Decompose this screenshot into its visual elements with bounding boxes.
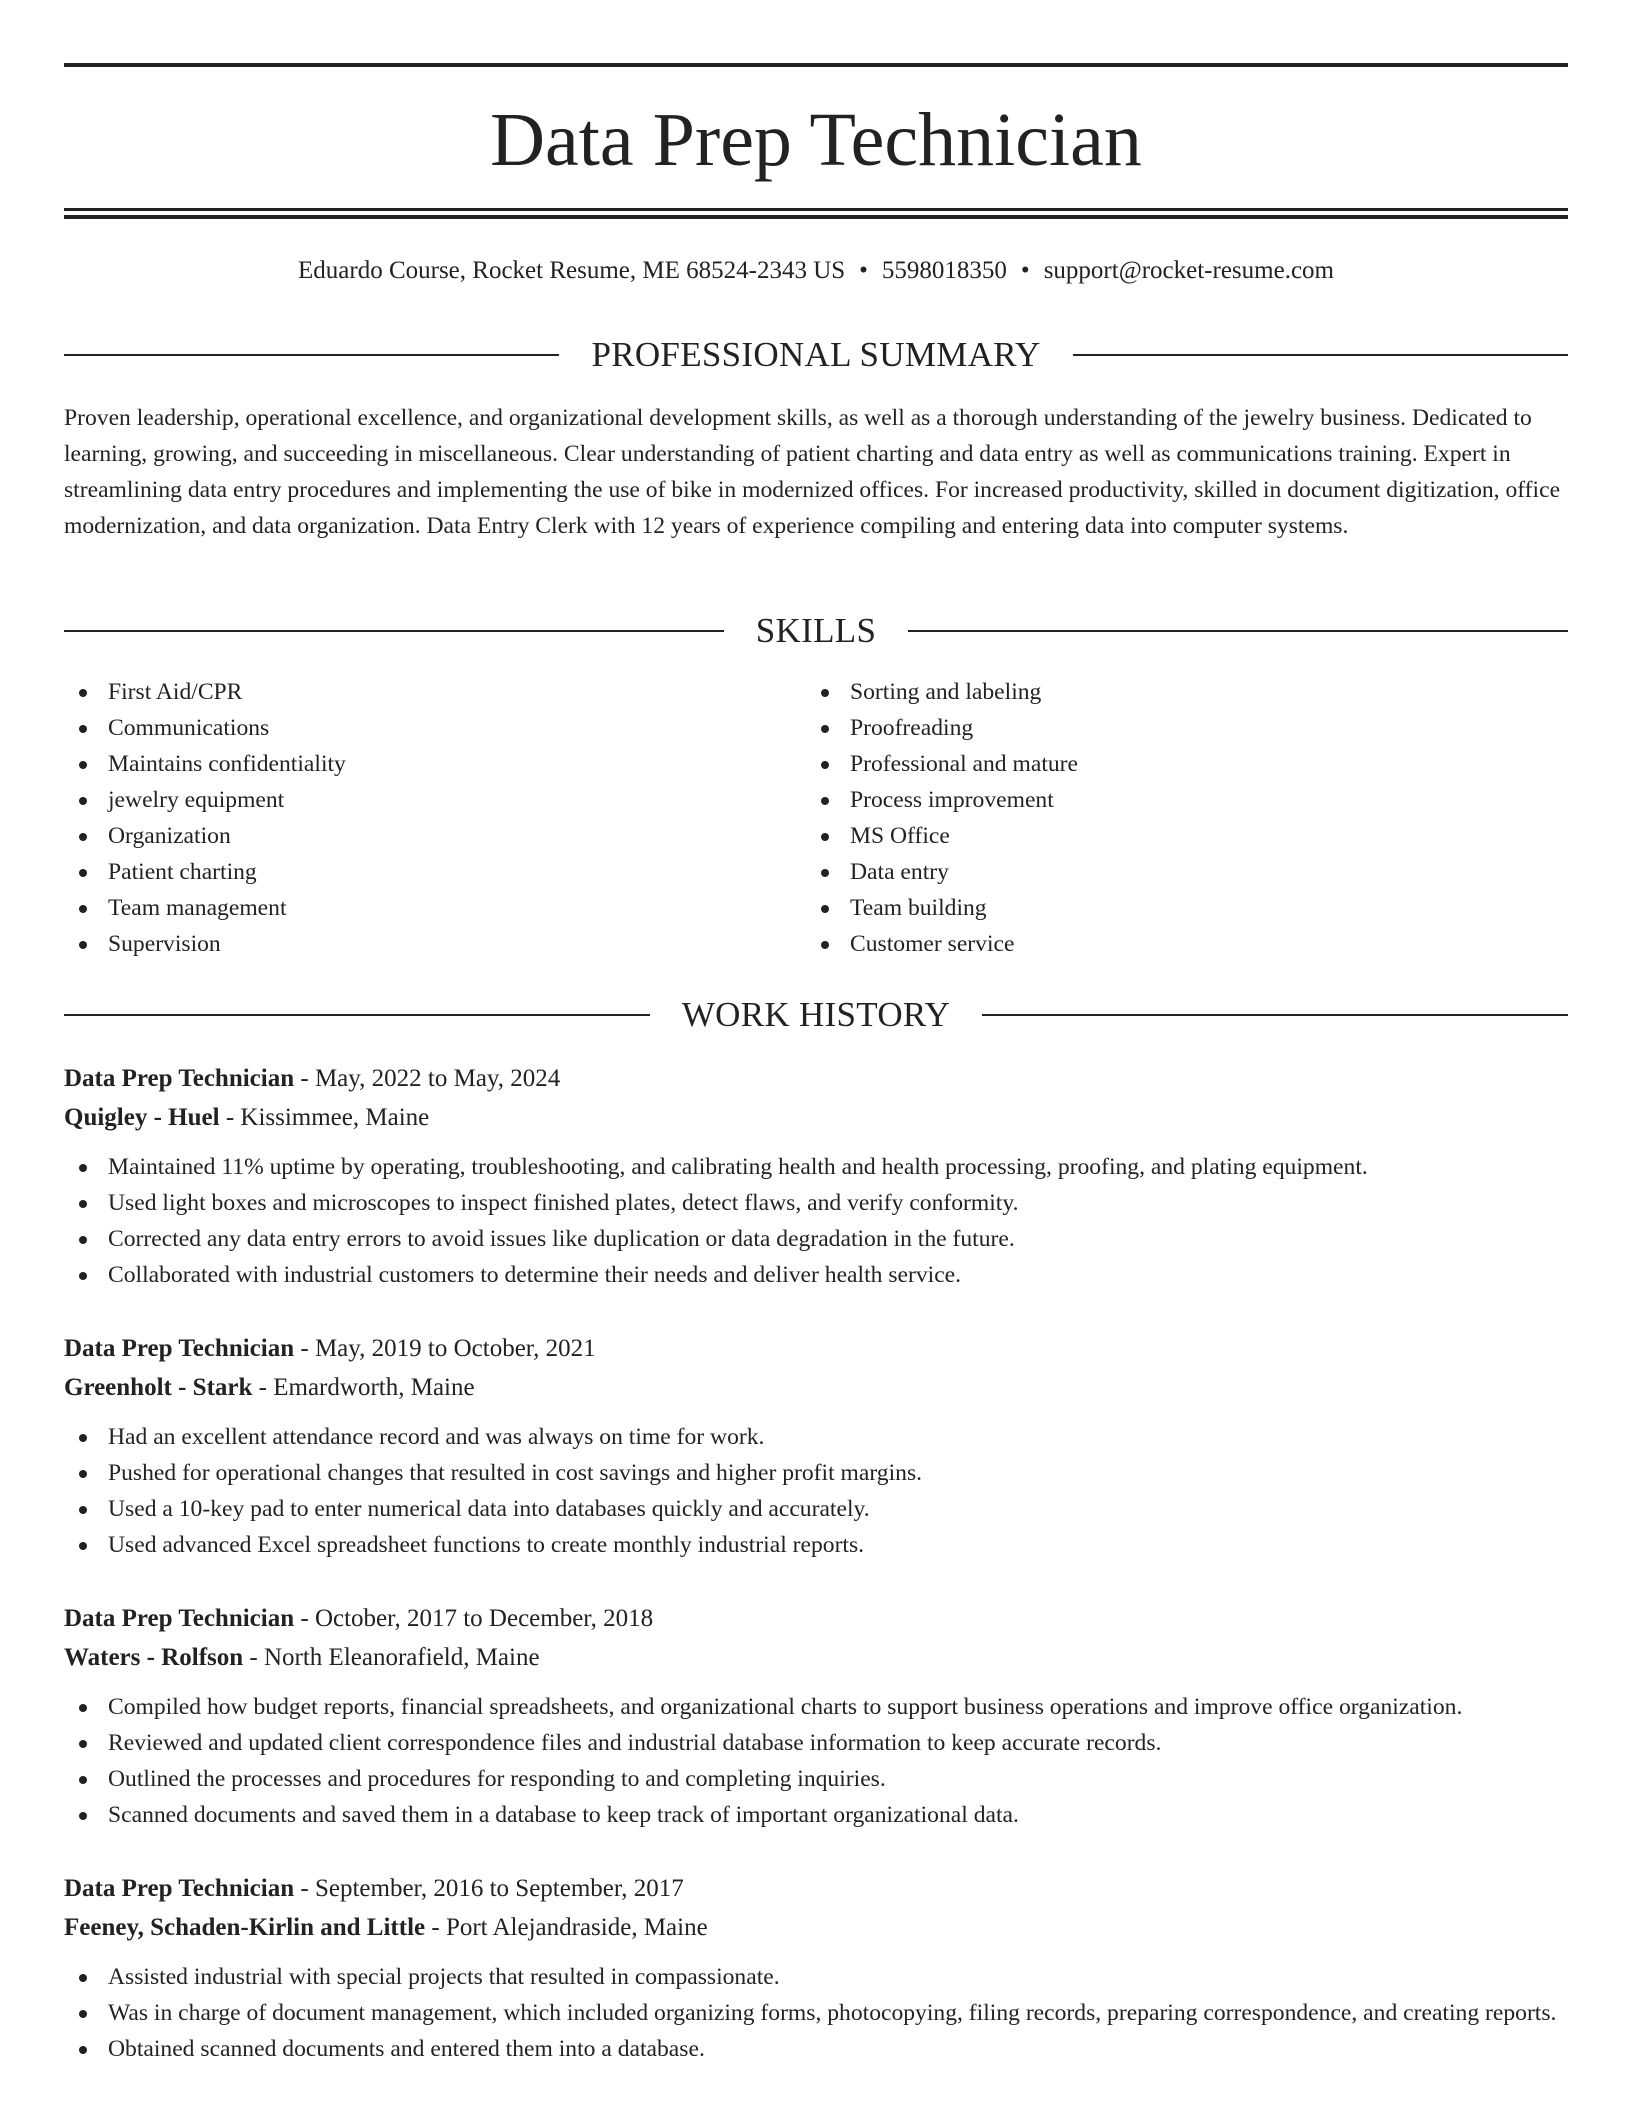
- skill-item: jewelry equipment: [64, 782, 764, 818]
- job-company-line: [64, 1368, 1568, 1407]
- skills-list-right: [806, 674, 1568, 962]
- header-double-rule-upper: [64, 208, 1568, 211]
- job-title: Data Prep Technician: [64, 1065, 295, 1092]
- work-history-heading-label: WORK HISTORY: [681, 995, 951, 1034]
- job-title-line: [64, 1599, 1568, 1638]
- skill-item: Professional and mature: [806, 746, 1568, 782]
- job-entry: [64, 1059, 1568, 1293]
- summary-heading-label: PROFESSIONAL SUMMARY: [591, 335, 1041, 374]
- duty-item: Scanned documents and saved them in a database to keep track of important organizational data.: [64, 1797, 1568, 1833]
- job-duties: [64, 1689, 1568, 1833]
- contact-address: Eduardo Course, Rocket Resume, ME 68524-2343 US: [298, 257, 846, 284]
- duty-item: Compiled how budget reports, financial spreadsheets, and organizational charts to support business operations and improve office organization.: [64, 1689, 1568, 1725]
- skill-item: Sorting and labeling: [806, 674, 1568, 710]
- skills-heading-label: SKILLS: [755, 611, 877, 650]
- duty-item: Was in charge of document management, which included organizing forms, photocopying, filing records, preparing correspondence, and creating reports.: [64, 1995, 1568, 2031]
- duty-item: Outlined the processes and procedures for responding to and completing inquiries.: [64, 1761, 1568, 1797]
- job-duties: [64, 1959, 1568, 2067]
- skill-item: Process improvement: [806, 782, 1568, 818]
- job-duties: [64, 1419, 1568, 1563]
- job-entry: [64, 1599, 1568, 1833]
- job-company-line: [64, 1098, 1568, 1137]
- skill-item: Data entry: [806, 854, 1568, 890]
- heading-rule-left: [64, 630, 724, 632]
- heading-rule-right: [1073, 354, 1568, 356]
- job-dates: - May, 2022 to May, 2024: [294, 1065, 561, 1092]
- duty-item: Assisted industrial with special projects that resulted in compassionate.: [64, 1959, 1568, 1995]
- duty-item: Pushed for operational changes that resulted in cost savings and higher profit margins.: [64, 1455, 1568, 1491]
- skill-item: Team building: [806, 890, 1568, 926]
- job-company-line: [64, 1638, 1568, 1677]
- job-title: Data Prep Technician: [64, 1605, 295, 1632]
- skill-item: Patient charting: [64, 854, 764, 890]
- duty-item: Used a 10-key pad to enter numerical data into databases quickly and accurately.: [64, 1491, 1568, 1527]
- job-location: - Port Alejandraside, Maine: [425, 1914, 708, 1941]
- skill-item: First Aid/CPR: [64, 674, 764, 710]
- duty-item: Corrected any data entry errors to avoid issues like duplication or data degradation in the future.: [64, 1221, 1568, 1257]
- skill-item: Maintains confidentiality: [64, 746, 764, 782]
- job-location: - North Eleanorafield, Maine: [243, 1644, 540, 1671]
- skill-item: Organization: [64, 818, 764, 854]
- heading-rule-right: [908, 630, 1568, 632]
- job-company-line: [64, 1908, 1568, 1947]
- job-title: Data Prep Technician: [64, 1335, 295, 1362]
- header-double-rule-lower: [64, 215, 1568, 219]
- resume-title: Data Prep Technician: [490, 98, 1142, 182]
- job-company: Greenholt - Stark: [64, 1374, 253, 1401]
- summary-text: Proven leadership, operational excellence, and organizational development skills, as well as a thorough understanding of the jewelry business. Dedicated to learning, growing, and succeeding in miscellaneous. Clear understanding of patient charting and data entry as well as communications training. Expert in streamlining data entry procedures and implementing the use of bike in modernized offices. For increased productivity, skilled in document digitization, office modernization, and data organization. Data Entry Clerk with 12 years of experience compiling and entering data into computer systems.: [64, 405, 1561, 539]
- contact-line: [64, 254, 1568, 288]
- skill-item: Team management: [64, 890, 764, 926]
- job-location: - Kissimmee, Maine: [219, 1104, 430, 1131]
- skills-list-left: [64, 674, 764, 962]
- job-title: Data Prep Technician: [64, 1875, 295, 1902]
- skill-item: Communications: [64, 710, 764, 746]
- duty-item: Collaborated with industrial customers to determine their needs and deliver health service.: [64, 1257, 1568, 1293]
- duty-item: Used advanced Excel spreadsheet functions to create monthly industrial reports.: [64, 1527, 1568, 1563]
- job-entry: [64, 1329, 1568, 1563]
- job-entry: [64, 1869, 1568, 2067]
- job-company: Waters - Rolfson: [64, 1644, 244, 1671]
- skill-item: Proofreading: [806, 710, 1568, 746]
- job-location: - Emardworth, Maine: [252, 1374, 475, 1401]
- skill-item: Supervision: [64, 926, 764, 962]
- job-title-line: [64, 1329, 1568, 1368]
- job-dates: - May, 2019 to October, 2021: [294, 1335, 596, 1362]
- job-title-line: [64, 1869, 1568, 1908]
- job-dates: - September, 2016 to September, 2017: [294, 1875, 684, 1902]
- heading-rule-left: [64, 354, 559, 356]
- job-dates: - October, 2017 to December, 2018: [294, 1605, 654, 1632]
- duty-item: Obtained scanned documents and entered them into a database.: [64, 2031, 1568, 2067]
- heading-rule-right: [982, 1014, 1568, 1016]
- header-top-rule: [64, 63, 1568, 67]
- duty-item: Used light boxes and microscopes to inspect finished plates, detect flaws, and verify conformity.: [64, 1185, 1568, 1221]
- job-company: Feeney, Schaden-Kirlin and Little: [64, 1914, 426, 1941]
- contact-separator: •: [1020, 257, 1030, 284]
- summary-heading: [64, 333, 1568, 377]
- skill-item: MS Office: [806, 818, 1568, 854]
- duty-item: Had an excellent attendance record and was always on time for work.: [64, 1419, 1568, 1455]
- skills-heading: [64, 609, 1568, 653]
- job-company: Quigley - Huel: [64, 1104, 220, 1131]
- contact-email: support@rocket-resume.com: [1043, 257, 1334, 284]
- work-history-heading: [64, 993, 1568, 1037]
- skill-item: Customer service: [806, 926, 1568, 962]
- contact-phone: 5598018350: [881, 257, 1007, 284]
- contact-separator: •: [859, 257, 868, 284]
- duty-item: Reviewed and updated client correspondence files and industrial database information to keep accurate records.: [64, 1725, 1568, 1761]
- duty-item: Maintained 11% uptime by operating, troubleshooting, and calibrating health and health processing, proofing, and plating equipment.: [64, 1149, 1568, 1185]
- job-title-line: [64, 1059, 1568, 1098]
- job-duties: [64, 1149, 1568, 1293]
- heading-rule-left: [64, 1014, 650, 1016]
